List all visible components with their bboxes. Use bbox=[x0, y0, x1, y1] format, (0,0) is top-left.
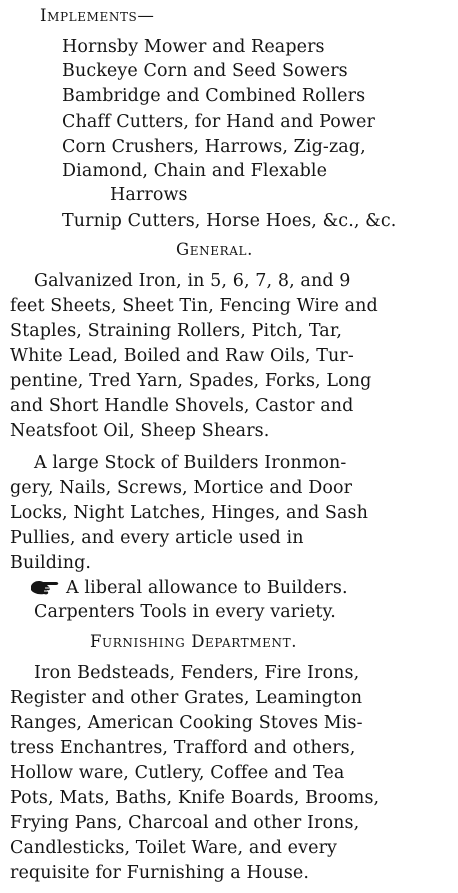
furnishing-line: Frying Pans, Charcoal and other Irons, bbox=[10, 813, 360, 833]
general-line: A large Stock of Builders Ironmon- bbox=[34, 453, 347, 473]
implements-heading: Implements— bbox=[40, 6, 155, 25]
implements-line: Corn Crushers, Harrows, Zig-zag, bbox=[62, 137, 366, 157]
furnishing-line: Pots, Mats, Baths, Knife Boards, Brooms, bbox=[10, 788, 380, 808]
general-line: Neatsfoot Oil, Sheep Shears. bbox=[10, 421, 270, 441]
implements-line: Turnip Cutters, Horse Hoes, &c., &c. bbox=[62, 211, 397, 231]
general-line: and Short Handle Shovels, Castor and bbox=[10, 396, 354, 416]
furnishing-line: Ranges, American Cooking Stoves Mis- bbox=[10, 713, 363, 733]
general-line: Pullies, and every article used in bbox=[10, 528, 304, 548]
furnishing-line: requisite for Furnishing a House. bbox=[10, 863, 310, 883]
furnishing-line: Candlesticks, Toilet Ware, and every bbox=[10, 838, 338, 858]
general-line: Building. bbox=[10, 553, 92, 573]
general-line: gery, Nails, Screws, Mortice and Door bbox=[10, 478, 353, 498]
general-line: Locks, Night Latches, Hinges, and Sash bbox=[10, 503, 369, 523]
general-heading: General. bbox=[176, 240, 253, 259]
furnishing-line: Hollow ware, Cutlery, Coffee and Tea bbox=[10, 763, 345, 783]
allowance-line bbox=[30, 577, 348, 599]
implements-line: Harrows bbox=[110, 185, 188, 205]
general-line: White Lead, Boiled and Raw Oils, Tur- bbox=[10, 346, 354, 366]
general-line: Staples, Straining Rollers, Pitch, Tar, bbox=[10, 321, 343, 341]
general-line: feet Sheets, Sheet Tin, Fencing Wire and bbox=[10, 296, 378, 316]
allowance-text: A liberal allowance to Builders. bbox=[66, 578, 348, 598]
implements-line: Hornsby Mower and Reapers bbox=[62, 37, 325, 57]
general-line: Galvanized Iron, in 5, 6, 7, 8, and 9 bbox=[34, 271, 351, 291]
furnishing-line: tress Enchantres, Trafford and others, bbox=[10, 738, 356, 758]
furnishing-heading: Furnishing Department. bbox=[90, 632, 298, 651]
implements-line: Buckeye Corn and Seed Sowers bbox=[62, 61, 348, 81]
furnishing-line: Register and other Grates, Leamington bbox=[10, 688, 363, 708]
implements-line: Bambridge and Combined Rollers bbox=[62, 86, 366, 106]
furnishing-line: Iron Bedsteads, Fenders, Fire Irons, bbox=[34, 663, 360, 683]
pointing-hand-icon bbox=[30, 578, 60, 596]
implements-line: Chaff Cutters, for Hand and Power bbox=[62, 112, 375, 132]
carpenters-line: Carpenters Tools in every variety. bbox=[34, 602, 336, 622]
general-line: pentine, Tred Yarn, Spades, Forks, Long bbox=[10, 371, 372, 391]
implements-line: Diamond, Chain and Flexable bbox=[62, 161, 328, 181]
